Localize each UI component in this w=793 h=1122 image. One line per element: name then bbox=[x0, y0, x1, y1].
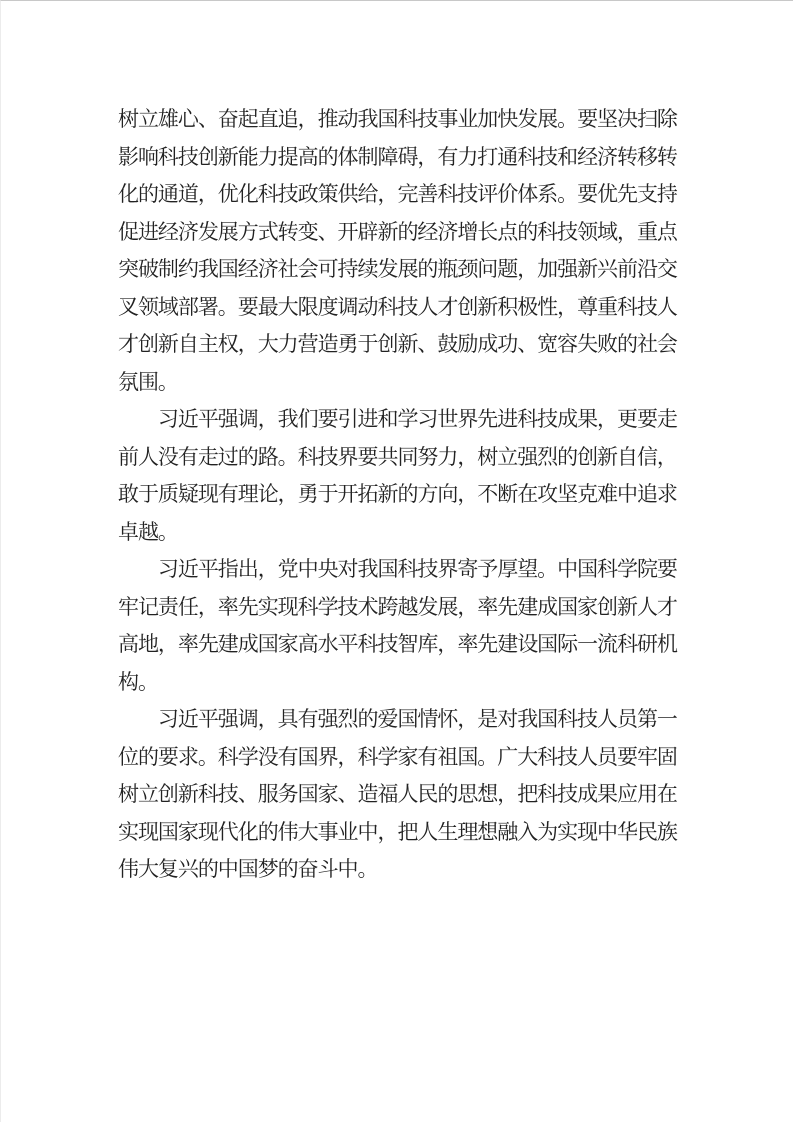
text-line: 叉领域部署。要最大限度调动科技人才创新积极性，尊重科技人 bbox=[118, 294, 677, 319]
text-line: 氛围。 bbox=[118, 369, 178, 394]
paragraph bbox=[118, 101, 677, 401]
text-line: 实现国家现代化的伟大事业中，把人生理想融入为实现中华民族 bbox=[118, 819, 677, 844]
text-line: 伟大复兴的中国梦的奋斗中。 bbox=[118, 857, 378, 881]
paragraph bbox=[118, 401, 677, 551]
text-line: 才创新自主权，大力营造勇于创新、鼓励成功、宽容失败的社会 bbox=[118, 332, 677, 356]
text-line: 树立雄心、奋起直追，推动我国科技事业加快发展。要坚决扫除 bbox=[118, 107, 677, 131]
paragraph bbox=[118, 551, 677, 701]
document-body bbox=[118, 101, 677, 889]
text-line: 习近平指出，党中央对我国科技界寄予厚望。中国科学院要 bbox=[118, 557, 677, 581]
text-line: 促进经济发展方式转变、开辟新的经济增长点的科技领域，重点 bbox=[118, 219, 677, 244]
text-line: 构。 bbox=[118, 669, 158, 694]
text-line: 突破制约我国经济社会可持续发展的瓶颈问题，加强新兴前沿交 bbox=[118, 257, 677, 281]
text-line: 牢记责任，率先实现科学技术跨越发展，率先建成国家创新人才 bbox=[118, 594, 677, 619]
text-line: 习近平强调，具有强烈的爱国情怀，是对我国科技人员第一 bbox=[118, 707, 677, 731]
text-line: 化的通道，优化科技政策供给，完善科技评价体系。要优先支持 bbox=[118, 182, 677, 206]
text-line: 习近平强调，我们要引进和学习世界先进科技成果，更要走 bbox=[118, 407, 677, 431]
text-line: 位的要求。科学没有国界，科学家有祖国。广大科技人员要牢固 bbox=[118, 744, 677, 769]
text-line: 影响科技创新能力提高的体制障碍，有力打通科技和经济转移转 bbox=[118, 144, 677, 169]
text-line: 敢于质疑现有理论，勇于开拓新的方向，不断在攻坚克难中追求 bbox=[118, 482, 677, 506]
paragraph bbox=[118, 701, 677, 889]
text-line: 高地，率先建成国家高水平科技智库，率先建设国际一流科研机 bbox=[118, 632, 677, 656]
text-line: 树立创新科技、服务国家、造福人民的思想，把科技成果应用在 bbox=[118, 782, 677, 806]
text-line: 前人没有走过的路。科技界要共同努力，树立强烈的创新自信， bbox=[118, 444, 677, 469]
text-line: 卓越。 bbox=[118, 519, 178, 544]
